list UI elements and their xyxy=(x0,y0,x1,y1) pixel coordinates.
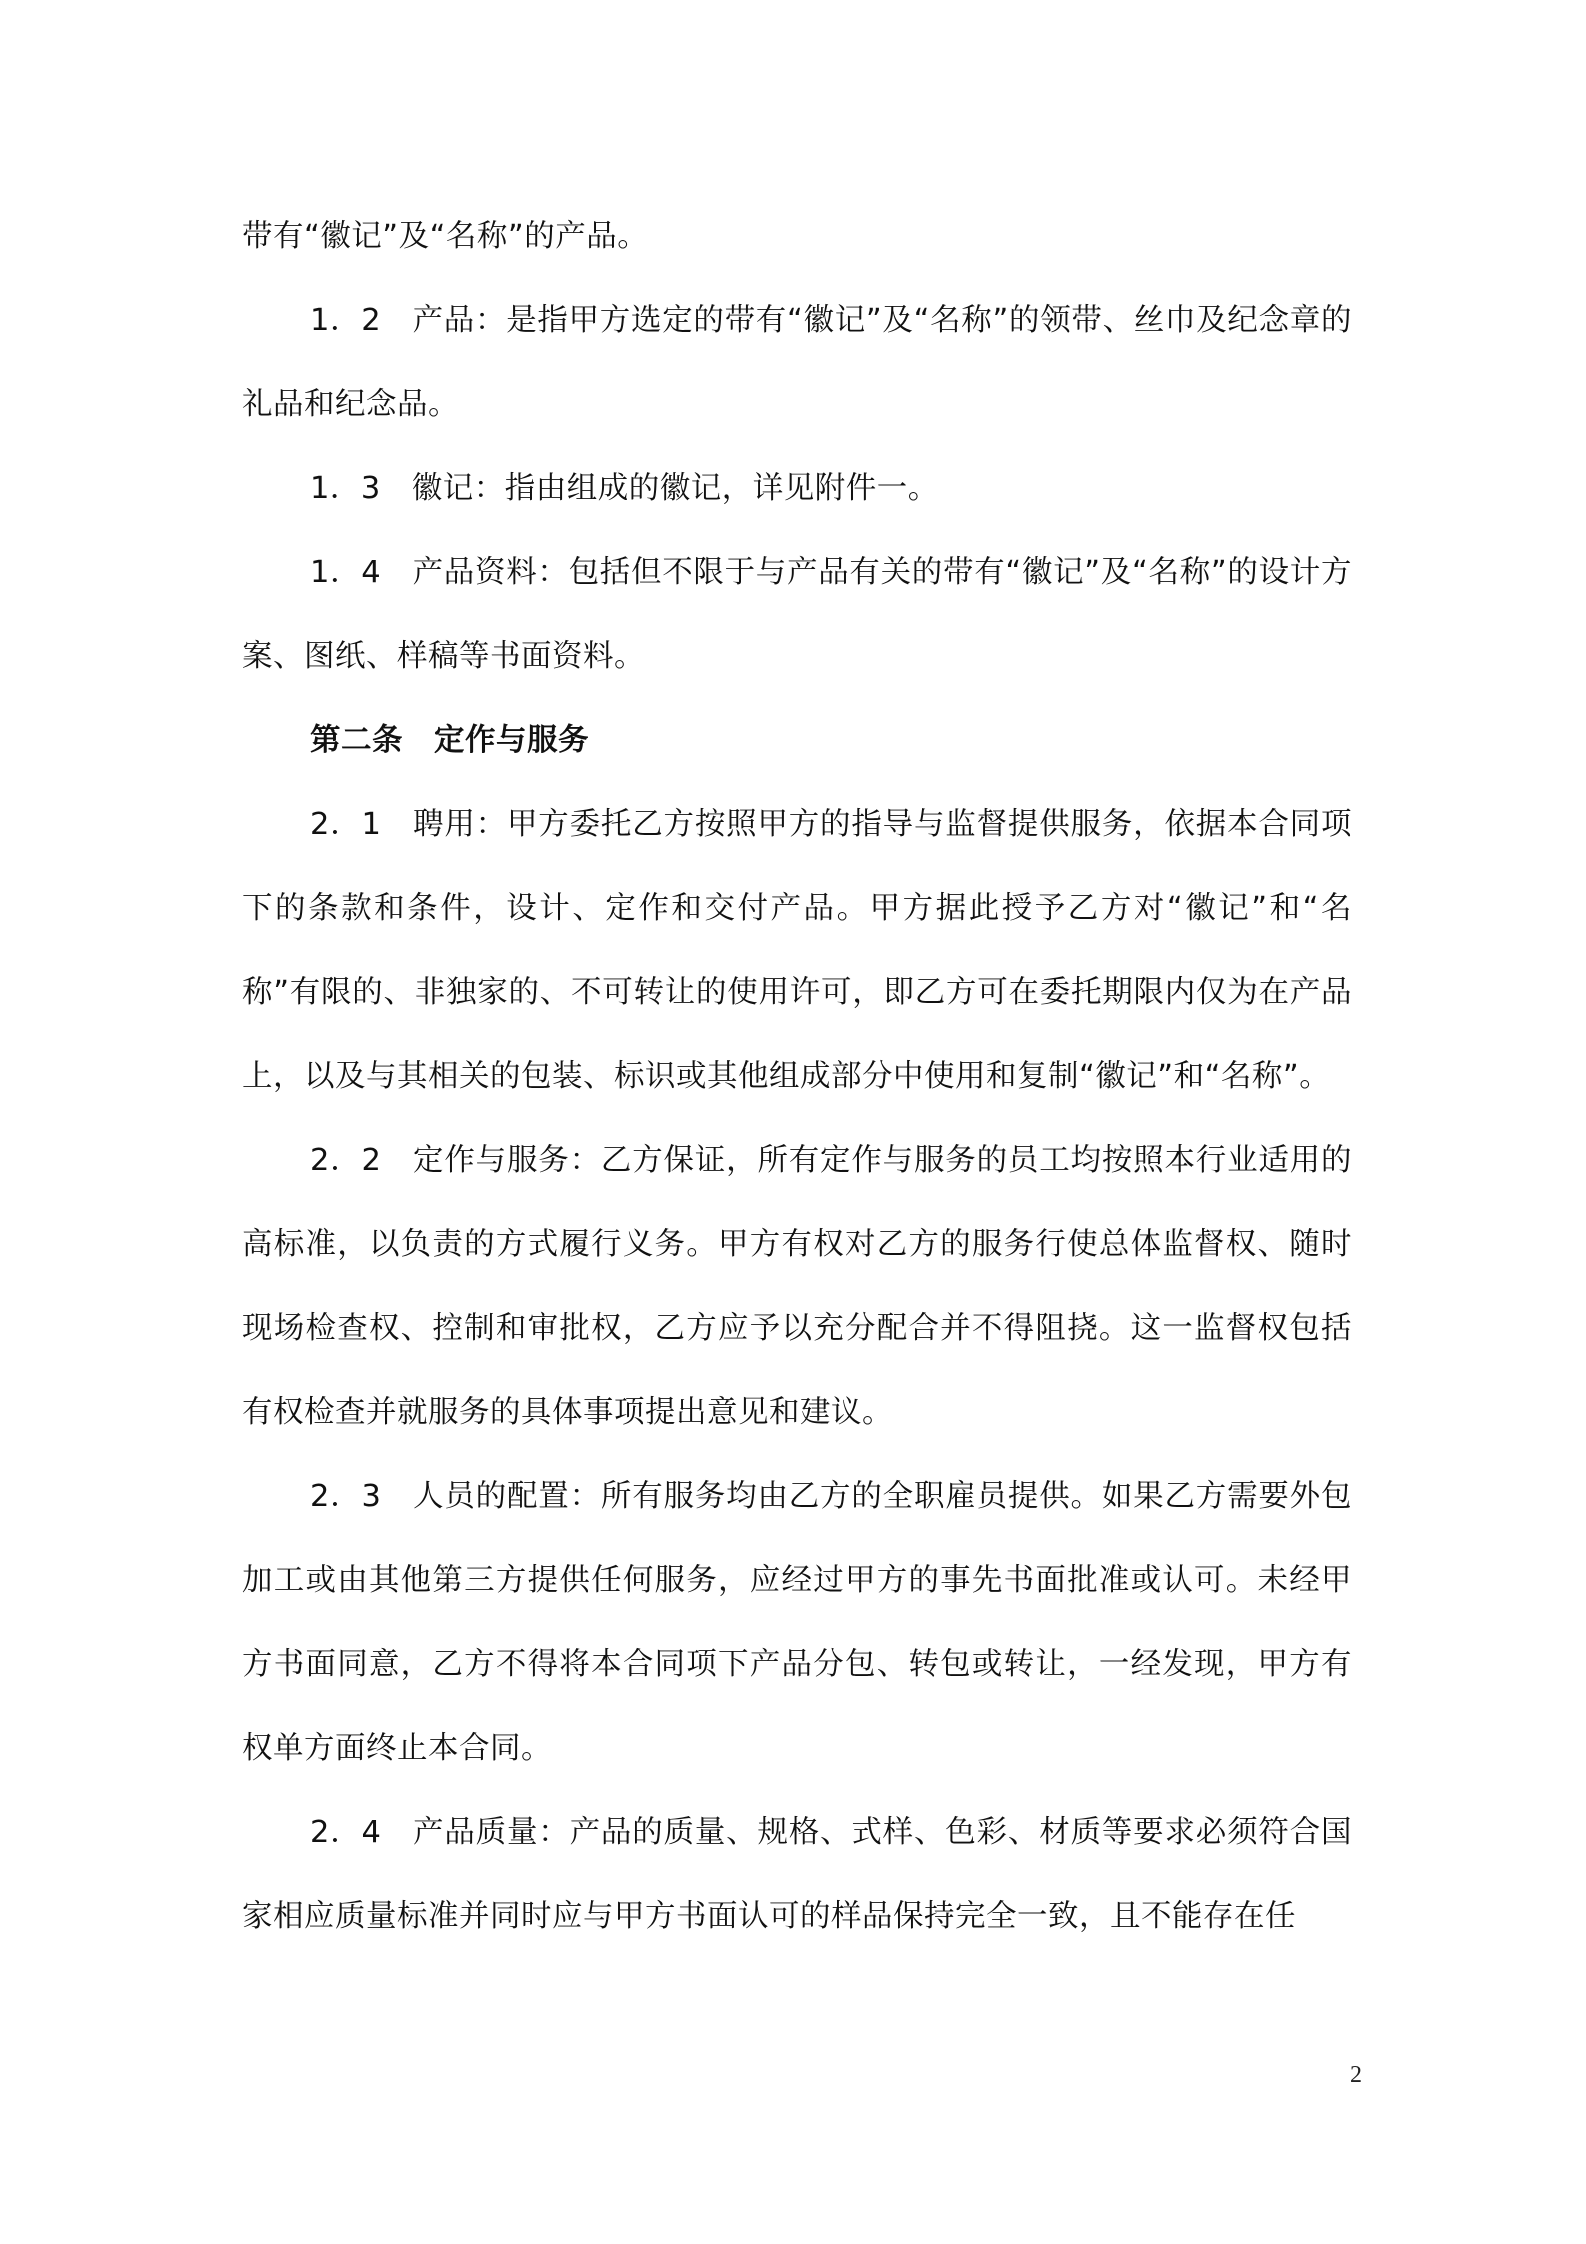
clause-2-4: 2．4 产品质量：产品的质量、规格、式样、色彩、材质等要求必须符合国家相应质量标准并同时应与甲方书面认可的样品保持完全一致，且不能存在任 xyxy=(242,1815,1352,1934)
clause-1-2: 1．2 产品：是指甲方选定的带有“徽记”及“名称”的领带、丝巾及纪念章的礼品和纪念品。 xyxy=(242,303,1352,422)
clause-1-3: 1．3 徽记：指由组成的徽记，详见附件一。 xyxy=(310,471,939,506)
page-number: 2 xyxy=(1350,2062,1362,2088)
clause-1-4: 1．4 产品资料：包括但不限于与产品有关的带有“徽记”及“名称”的设计方案、图纸、样稿等书面资料。 xyxy=(242,555,1352,674)
document-body xyxy=(242,195,1352,1959)
clause-2-1: 2．1 聘用：甲方委托乙方按照甲方的指导与监督提供服务，依据本合同项下的条款和条件，设计、定作和交付产品。甲方据此授予乙方对“徽记”和“名称”有限的、非独家的、不可转让的使用许可，即乙方可在委托期限内仅为在产品上，以及与其相关的包装、标识或其他组成部分中使用和复制“徽记”和“名称”。 xyxy=(242,807,1352,1094)
clause-2-3: 2．3 人员的配置：所有服务均由乙方的全职雇员提供。如果乙方需要外包加工或由其他第三方提供任何服务，应经过甲方的事先书面批准或认可。未经甲方书面同意，乙方不得将本合同项下产品分包、转包或转让，一经发现，甲方有权单方面终止本合同。 xyxy=(242,1479,1352,1766)
section-heading-article-2: 第二条 定作与服务 xyxy=(310,723,589,758)
clause-2-2: 2．2 定作与服务：乙方保证，所有定作与服务的员工均按照本行业适用的高标准，以负责的方式履行义务。甲方有权对乙方的服务行使总体监督权、随时现场检查权、控制和审批权，乙方应予以充分配合并不得阻挠。这一监督权包括有权检查并就服务的具体事项提出意见和建议。 xyxy=(242,1143,1352,1430)
paragraph-continuation: 带有“徽记”及“名称”的产品。 xyxy=(242,219,649,254)
